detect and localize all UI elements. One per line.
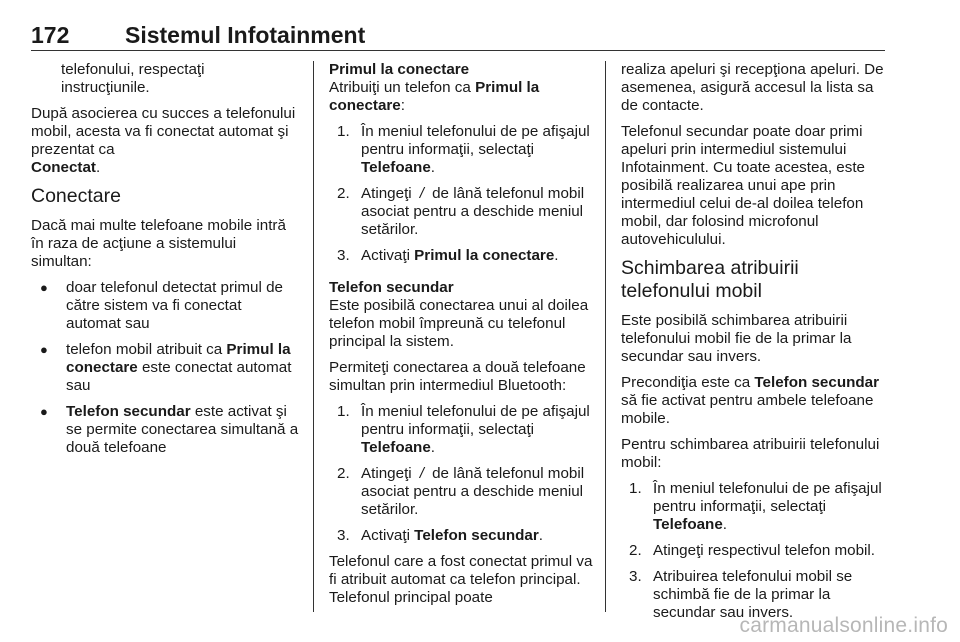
steps-list xyxy=(329,403,597,545)
list-item: ● Telefon secundar este activat şi se permite conectarea simultană a două telefoane xyxy=(40,403,299,456)
paragraph: Telefonul care a fost conectat primul va fi atribuit automat ca telefon principal. Telefonul principal poate xyxy=(329,553,593,606)
list-item: 1. În meniul telefonului de pe afişajul pentru informaţii, selectaţi Telefoane. xyxy=(337,403,590,456)
list-item: 2. Atingeţi respectivul telefon mobil. xyxy=(629,542,876,559)
bullet-icon: ● xyxy=(40,404,48,419)
column-divider xyxy=(313,61,314,612)
heading-schimbarea-atribuirii: Schimbarea atribuirii telefonului mobil xyxy=(621,257,799,302)
paragraph: Este posibilă conectarea unui al doilea telefon mobil împreună cu telefonul principal la sistem. xyxy=(329,297,589,350)
heading-primul-la-conectare: Primul la conectare xyxy=(329,61,470,78)
list-item: ● doar telefonul detectat primul de către sistem va fi conectat automat sau xyxy=(40,279,283,332)
column-3 xyxy=(621,61,887,630)
edit-icon: / xyxy=(419,185,424,202)
steps-list xyxy=(329,123,597,265)
paragraph: După asocierea cu succes a telefonului mobil, acesta va fi conectat automat şi prezentat ca Conectat. xyxy=(31,105,296,176)
list-item: ● telefon mobil atribuit ca Primul la conectare este conectat automat sau xyxy=(40,341,292,394)
paragraph: Permiteţi conectarea a două telefoane simultan prin intermediul Bluetooth: xyxy=(329,359,586,394)
list-item: 2. Atingeţi / de lână telefonul mobil asociat pentru a deschide meniul setărilor. xyxy=(337,185,585,238)
header-rule xyxy=(31,50,885,51)
bullet-icon: ● xyxy=(40,280,48,295)
list-item: 3. Activaţi Telefon secundar. xyxy=(337,527,544,544)
list-item: 1. În meniul telefonului de pe afişajul pentru informaţii, selectaţi Telefoane. xyxy=(629,480,882,533)
paragraph: Dacă mai multe telefoane mobile intră în raza de acţiune a sistemului simultan: xyxy=(31,217,286,270)
page-header xyxy=(31,22,885,52)
continued-text: telefonului, respectaţi instrucţiunile. xyxy=(61,61,205,96)
heading-telefon-secundar: Telefon secundar xyxy=(329,279,454,296)
paragraph: Pentru schimbarea atribuirii telefonului mobil: xyxy=(621,436,880,471)
bullet-list xyxy=(31,279,299,457)
page-number: 172 xyxy=(31,22,70,48)
bullet-icon: ● xyxy=(40,342,48,357)
paragraph: Precondiţia este ca Telefon secundar să fie activat pentru ambele telefoane mobile. xyxy=(621,374,880,427)
watermark: carmanualsonline.info xyxy=(739,614,948,637)
section-title: Sistemul Infotainment xyxy=(125,22,366,48)
paragraph: Atribuiţi un telefon ca Primul la conectare: xyxy=(329,79,540,114)
paragraph: Telefonul secundar poate doar primi apeluri prin intermediul sistemului Infotainment. Cu toate acestea, este posibilă realizarea unui ape prin intermediul celui de-al doilea telefon mobil, dar folosind microfonul autovehiculului. xyxy=(621,123,865,248)
list-item: 2. Atingeţi / de lână telefonul mobil asociat pentru a deschide meniul setărilor. xyxy=(337,465,585,518)
paragraph: realiza apeluri şi recepţiona apeluri. De asemenea, asigură accesul la lista sa de contacte. xyxy=(621,61,884,114)
paragraph: Este posibilă schimbarea atribuirii telefonului mobil fie de la primar la secundar sau invers. xyxy=(621,312,852,365)
list-item: 3. Activaţi Primul la conectare. xyxy=(337,247,559,264)
edit-icon: / xyxy=(419,465,424,482)
steps-list xyxy=(621,480,887,622)
column-1 xyxy=(31,61,299,465)
column-divider xyxy=(605,61,606,612)
list-item: 1. În meniul telefonului de pe afişajul pentru informaţii, selectaţi Telefoane. xyxy=(337,123,590,176)
heading-conectare: Conectare xyxy=(31,185,121,207)
column-2 xyxy=(329,61,597,615)
list-item: 3. Atribuirea telefonului mobil se schimbă fie de la primar la secundar sau invers. xyxy=(629,568,853,621)
